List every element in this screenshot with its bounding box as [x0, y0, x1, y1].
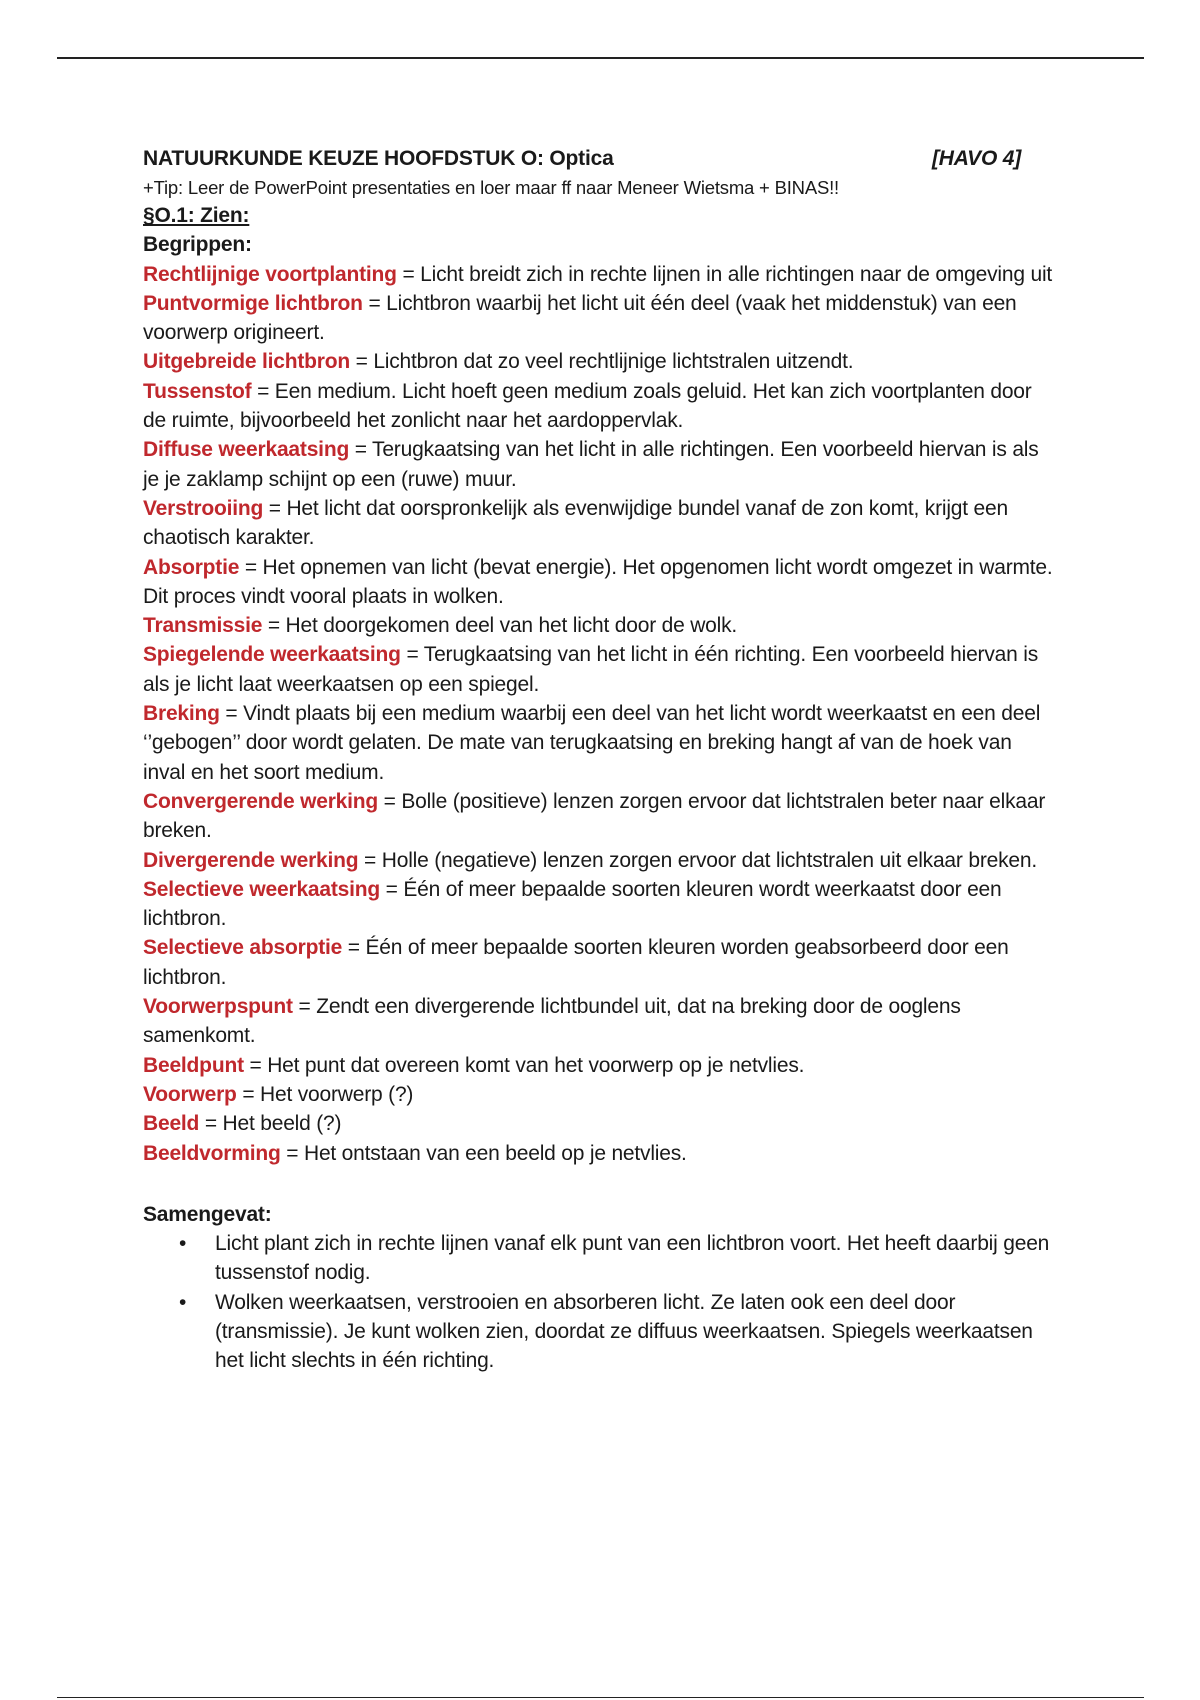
term-label: Tussenstof [143, 379, 252, 403]
term-entry [143, 347, 1053, 376]
summary-text: Licht plant zich in rechte lijnen vanaf elk punt van een lichtbron voort. Het heeft daarbij geen tussenstof nodig. [215, 1232, 1050, 1285]
summary-text: Wolken weerkaatsen, verstrooien en absorberen licht. Ze laten ook een deel door (transmissie). Je kunt wolken zien, doordat ze diffuus weerkaatsen. Spiegels weerkaatsen het licht slechts in één richting. [215, 1290, 1033, 1373]
term-entry [143, 846, 1053, 875]
summary-item [143, 1288, 1053, 1376]
term-label: Convergerende werking [143, 789, 379, 813]
term-definition: = Het opnemen van licht (bevat energie). Het opgenomen licht wordt omgezet in warmte. Dit proces vindt vooral plaats in wolken. [143, 555, 1053, 608]
term-label: Rechtlijnige voortplanting [143, 262, 397, 286]
term-definition: = Licht breidt zich in rechte lijnen in alle richtingen naar de omgeving uit [396, 262, 1053, 286]
tip-line: +Tip: Leer de PowerPoint presentaties en loer maar ff naar Meneer Wietsma + BINAS!! [143, 177, 839, 198]
term-entry [143, 494, 1053, 553]
term-entry [143, 992, 1053, 1051]
term-entry [143, 611, 1053, 640]
term-entry [143, 1109, 1053, 1138]
term-entry [143, 435, 1053, 494]
term-label: Beeldpunt [143, 1053, 244, 1077]
term-definition: = Vindt plaats bij een medium waarbij een deel van het licht wordt weerkaatst en een deel ‘’gebogen’’ door wordt gelaten. De mate van terugkaatsing en breking hangt af van de hoek van inval en het soort medium. [143, 702, 1041, 784]
term-label: Divergerende werking [143, 848, 359, 872]
term-label: Breking [143, 702, 220, 726]
term-definition: = Holle (negatieve) lenzen zorgen ervoor dat lichtstralen uit elkaar breken. [358, 848, 1037, 872]
term-label: Voorwerpspunt [143, 995, 293, 1019]
term-label: Absorptie [143, 555, 240, 579]
terms-heading: Begrippen: [143, 233, 252, 257]
term-label: Selectieve absorptie [143, 936, 343, 960]
term-definition: = Het licht dat oorspronkelijk als evenwijdige bundel vanaf de zon komt, krijgt een chaotisch karakter. [143, 496, 1008, 550]
term-entry [143, 787, 1053, 846]
term-definition: = Één of meer bepaalde soorten kleuren wordt weerkaatst door een lichtbron. [143, 877, 1002, 931]
term-entry [143, 699, 1053, 787]
top-rule [57, 57, 1144, 59]
term-entry [143, 377, 1053, 436]
term-label: Beeld [143, 1112, 200, 1136]
term-entry [143, 553, 1053, 612]
summary-item [143, 1229, 1053, 1288]
section-heading: §O.1: Zien: [143, 204, 250, 227]
term-entry [143, 289, 1053, 348]
term-label: Transmissie [143, 614, 263, 638]
term-definition: = Een medium. Licht hoeft geen medium zoals geluid. Het kan zich voortplanten door de ruimte, bijvoorbeeld het zonlicht naar het aardoppervlak. [143, 379, 1032, 433]
term-label: Beeldvorming [143, 1141, 281, 1165]
term-definition: = Het voorwerp (?) [236, 1082, 414, 1106]
term-definition: = Het doorgekomen deel van het licht door de wolk. [262, 614, 738, 638]
page-title: NATUURKUNDE KEUZE HOOFDSTUK O: Optica [143, 147, 614, 170]
document-body [143, 143, 1053, 1376]
term-definition: = Lichtbron waarbij het licht uit één deel (vaak het middenstuk) van een voorwerp origineert. [143, 291, 1017, 345]
summary-list [143, 1229, 1053, 1375]
term-entry [143, 1139, 1053, 1168]
term-label: Selectieve weerkaatsing [143, 877, 381, 901]
bottom-rule [57, 1697, 1144, 1698]
term-entry [143, 1051, 1053, 1080]
term-definition: = Het beeld (?) [199, 1112, 342, 1136]
term-entry [143, 933, 1053, 992]
term-definition: = Zendt een divergerende lichtbundel uit, dat na breking door de ooglens samenkomt. [143, 995, 961, 1048]
term-label: Verstrooiing [143, 496, 264, 520]
terms-list [143, 260, 1053, 1168]
term-label: Puntvormige lichtbron [143, 291, 363, 315]
term-label: Uitgebreide lichtbron [143, 350, 350, 374]
term-entry [143, 875, 1053, 934]
term-entry [143, 1080, 1053, 1109]
term-definition: = Lichtbron dat zo veel rechtlijnige lichtstralen uitzendt. [349, 350, 854, 374]
term-label: Diffuse weerkaatsing [143, 438, 350, 462]
term-definition: = Het ontstaan van een beeld op je netvlies. [280, 1141, 687, 1165]
term-definition: = Bolle (positieve) lenzen zorgen ervoor dat lichtstralen beter naar elkaar breken. [143, 789, 1046, 843]
term-definition: = Één of meer bepaalde soorten kleuren worden geabsorbeerd door een lichtbron. [143, 936, 1009, 989]
term-definition: = Terugkaatsing van het licht in alle richtingen. Een voorbeeld hiervan is als je je zaklamp schijnt op een (ruwe) muur. [143, 438, 1039, 491]
term-definition: = Het punt dat overeen komt van het voorwerp op je netvlies. [243, 1053, 805, 1077]
term-entry [143, 260, 1053, 289]
summary-heading: Samengevat: [143, 1202, 272, 1226]
bullet-icon: • [179, 1290, 187, 1314]
header-row [143, 143, 1053, 174]
term-label: Spiegelende weerkaatsing [143, 643, 401, 667]
term-label: Voorwerp [143, 1082, 237, 1106]
term-definition: = Terugkaatsing van het licht in één richting. Een voorbeeld hiervan is als je licht laat weerkaatsen op een spiegel. [143, 643, 1039, 696]
level-label: [HAVO 4] [931, 147, 1021, 170]
bullet-icon: • [179, 1232, 187, 1256]
term-entry [143, 640, 1053, 699]
